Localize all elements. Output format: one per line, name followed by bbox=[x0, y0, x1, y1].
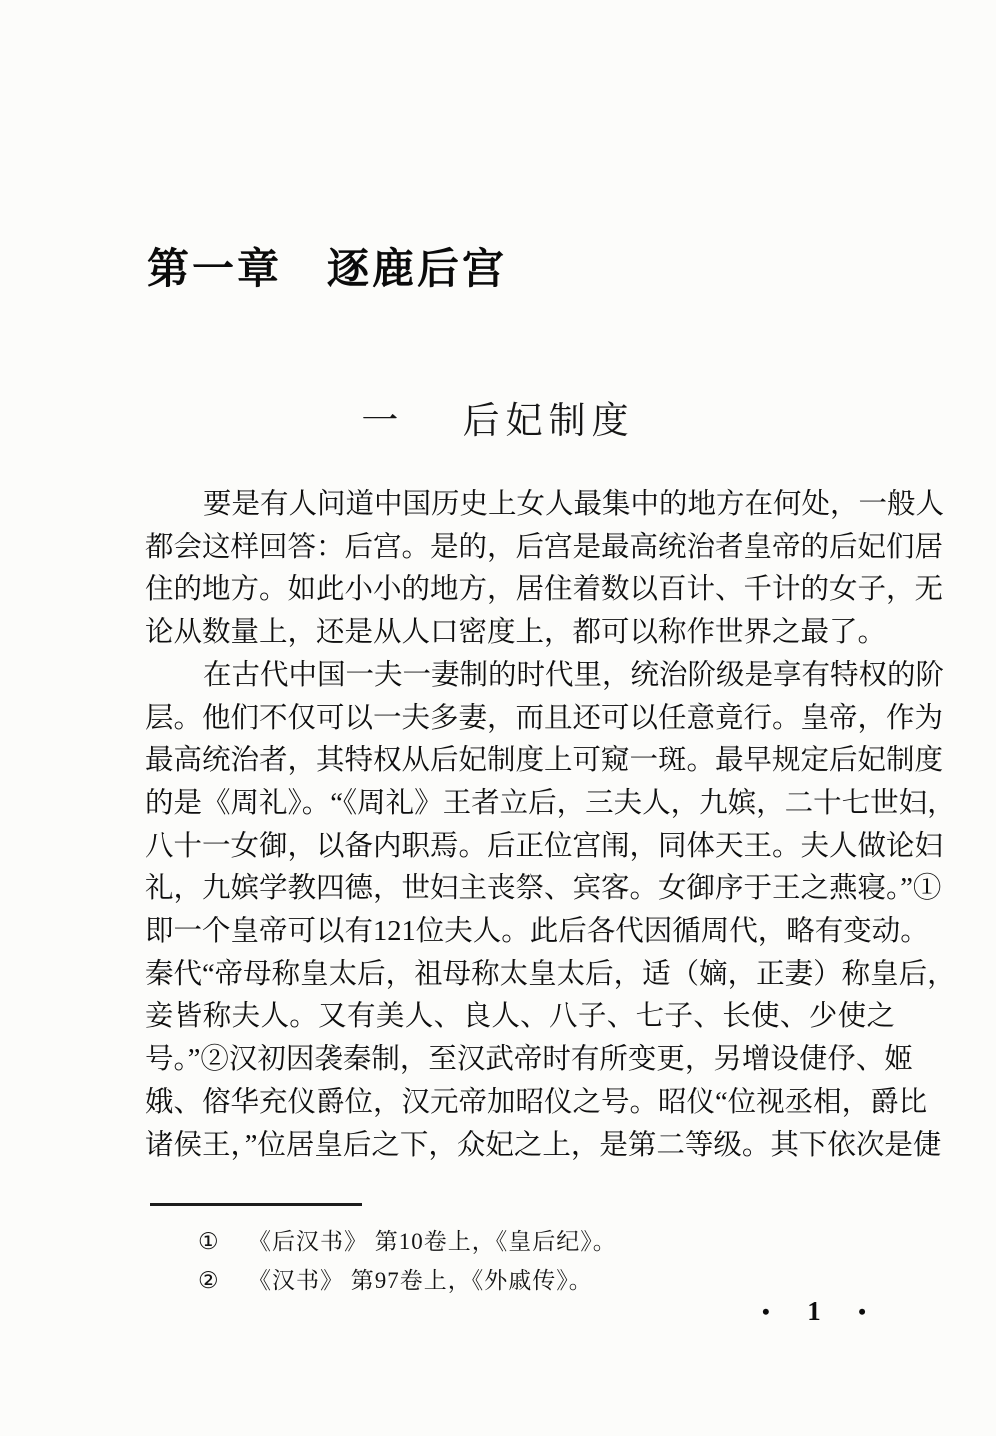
body-line: 层。他们不仅可以一夫多妻，而且还可以任意竟行。皇帝，作为 bbox=[145, 702, 944, 734]
body-line: 住的地方。如此小小的地方，居住着数以百计、千计的女子，无 bbox=[145, 574, 944, 606]
body-line: 秦代“帝母称皇太后，祖母称太皇太后，适（嫡，正妻）称皇后， bbox=[145, 958, 956, 990]
body-line: 礼，九嫔学教四德，世妇主丧祭、宾客。女御序于王之燕寝。”① bbox=[145, 873, 942, 905]
footnote-divider bbox=[150, 1203, 362, 1206]
body-line: 最高统治者，其特权从后妃制度上可窥一斑。最早规定后妃制度 bbox=[145, 745, 944, 777]
body-line: 都会这样回答：后宫。是的，后宫是最高统治者皇帝的后妃们居 bbox=[145, 531, 944, 563]
body-line: 在古代中国一夫一妻制的时代里，统治阶级是享有特权的阶 bbox=[203, 659, 945, 691]
footnote-text: 《后汉书》 第10卷上，《皇后纪》。 bbox=[248, 1229, 617, 1254]
page-number-dot-left: • bbox=[762, 1298, 770, 1324]
body-line: 的是《周礼》。“《周礼》王者立后，三夫人，九嫔，二十七世妇， bbox=[145, 787, 956, 819]
page-number-value: 1 bbox=[807, 1296, 821, 1326]
body-line: 要是有人问道中国历史上女人最集中的地方在何处，一般人 bbox=[203, 489, 945, 520]
footnote-text: 《汉书》 第97卷上，《外戚传》。 bbox=[248, 1268, 593, 1293]
chapter-title: 第一章 逐鹿后宫 bbox=[147, 245, 508, 292]
body-line: 娥、傛华充仪爵位，汉元帝加昭仪之号。昭仪“位视丞相，爵比 bbox=[145, 1086, 928, 1118]
body-line: 即一个皇帝可以有121位夫人。此后各代因循周代，略有变动。 bbox=[145, 916, 929, 948]
footnote-marker: ① bbox=[198, 1229, 219, 1254]
footnotes bbox=[198, 1222, 818, 1300]
footnote bbox=[198, 1222, 818, 1261]
section-title: 一 后妃制度 bbox=[361, 401, 635, 442]
body-text bbox=[145, 484, 956, 1167]
footnote-marker: ② bbox=[198, 1268, 219, 1293]
page-number-dot-right: • bbox=[858, 1298, 866, 1324]
body-line: 妾皆称夫人。又有美人、良人、八子、七子、长使、少使之 bbox=[145, 1001, 895, 1033]
body-line: 诸侯王，”位居皇后之下，众妃之上，是第二等级。其下依次是倢 bbox=[145, 1129, 942, 1161]
page-number bbox=[762, 1296, 866, 1327]
body-line: 八十一女御，以备内职焉。后正位宫闱，同体天王。夫人做论妇 bbox=[145, 830, 944, 862]
footnote bbox=[198, 1261, 818, 1300]
body-line: 号。”②汉初因袭秦制，至汉武帝时有所变更，另增设倢伃、姬 bbox=[145, 1044, 913, 1076]
body-line: 论从数量上，还是从人口密度上，都可以称作世界之最了。 bbox=[145, 617, 887, 649]
